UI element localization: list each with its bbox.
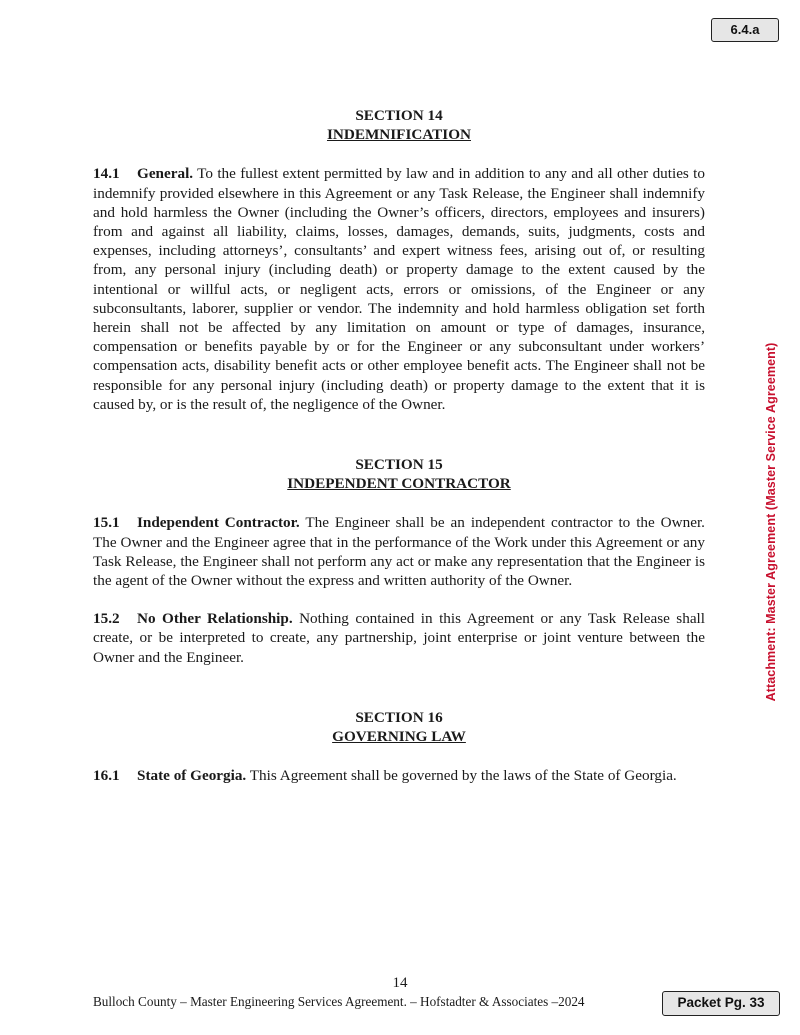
paragraph-heading: General. — [137, 165, 194, 183]
section-14-label: SECTION 14 — [355, 107, 443, 124]
section-15-title: INDEPENDENT CONTRACTOR — [287, 475, 511, 493]
paragraph-heading: Independent Contractor. — [137, 514, 300, 532]
paragraph-text: The Engineer shall be an independent contractor to the Owner. The Owner and the Engineer agree that in the performance of the Work under this Agreement or any Task Release, the Engineer shall not perform any act or make any representation that the Engineer is the agent of the Owner without the express and written authority of the Owner. — [93, 514, 705, 590]
packet-page-tag: Packet Pg. 33 — [662, 991, 780, 1016]
paragraph-text: This Agreement shall be governed by the laws of the State of Georgia. — [249, 767, 677, 785]
section-16-heading — [93, 708, 705, 746]
section-16-title: GOVERNING LAW — [332, 728, 466, 746]
paragraph-number: 15.2 — [93, 610, 120, 628]
footer-document-title: Bulloch County – Master Engineering Services Agreement. – Hofstadter & Associates –2024 — [93, 994, 585, 1009]
paragraph-number: 15.1 — [93, 514, 120, 532]
section-15-heading — [93, 455, 705, 493]
footer-page-number: 14 — [392, 975, 408, 991]
paragraph-heading: No Other Relationship. — [137, 610, 293, 628]
paragraph-16-1 — [93, 766, 705, 785]
section-14-title: INDEMNIFICATION — [326, 126, 471, 144]
paragraph-15-1 — [93, 513, 705, 590]
document-body — [93, 106, 705, 785]
section-16-label: SECTION 16 — [355, 708, 443, 726]
section-15-label: SECTION 15 — [355, 456, 443, 474]
paragraph-15-2 — [93, 609, 705, 667]
page-reference-tag: 6.4.a — [711, 18, 779, 42]
paragraph-text: To the fullest extent permitted by law and in addition to any and all other duties to indemnify provided elsewhere in this Agreement or any Task Release, the Engineer shall indemnify and hold harmless the Owner (including the Owner’s officers, directors, employees and insurers) from and against all liability, claims, losses, damages, demands, suits, judgments, costs and expenses, including attorneys’, consultants’ and expert witness fees, arising out of, or resulting from, any personal injury (including death) or property damage to the extent caused by the intentional or willful acts, or negligent acts, errors or omissions, of the Engineer or any subconsultants, laborer, supplier or vendor. The indemnity and hold harmless obligation set forth herein shall not be affected by any limitation on amount or type of damages, insurance, compensation or benefits payable by or for the Engineer or any subconsultant under workers’ compensation acts, disability benefit acts or other employee benefit acts. The Engineer shall not be responsible for any personal injury (including death) or property damage to the extent that it is caused by, or is the result of, the negligence of the Owner. — [93, 165, 705, 413]
paragraph-number: 14.1 — [93, 165, 120, 183]
paragraph-14-1 — [93, 164, 705, 414]
paragraph-number: 16.1 — [93, 767, 120, 785]
paragraph-text: Nothing contained in this Agreement or any Task Release shall create, or be interpreted to create, any partnership, joint enterprise or joint venture between the Owner and the Engineer. — [93, 610, 705, 666]
attachment-side-label: Attachment: Master Agreement (Master Service Agreement) — [764, 342, 778, 702]
section-14-heading — [93, 106, 705, 144]
paragraph-heading: State of Georgia. — [137, 767, 247, 785]
